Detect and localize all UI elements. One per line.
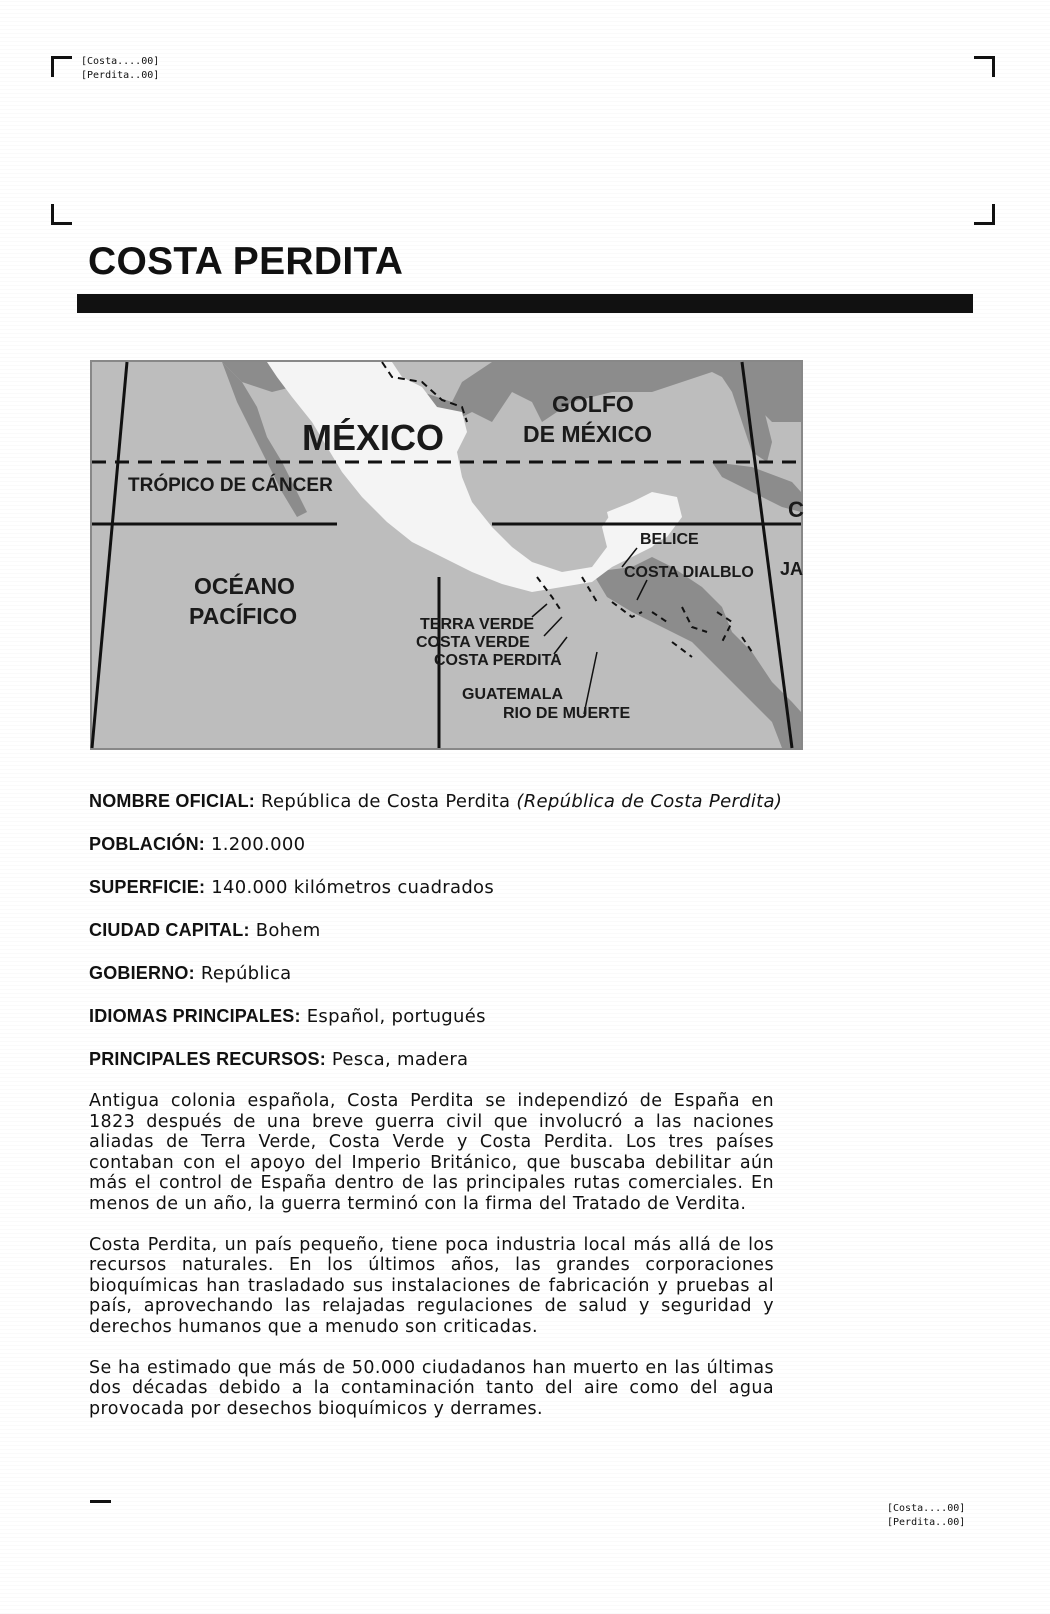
fact-key: POBLACIÓN: [89,834,205,854]
crop-mark-top-left [51,56,72,77]
page-title: COSTA PERDITA [88,240,404,283]
map-label-costa-verde: COSTA VERDE [416,634,530,651]
map-label-rio-de-muerte: RIO DE MUERTE [503,705,631,722]
map-label-edge-ja: JA [780,559,804,579]
fact-value: Bohem [255,920,321,941]
map-svg [92,362,804,748]
map-grid-vertical-left [92,362,127,748]
map-label-oceano-1: OCÉANO [194,573,295,599]
paragraph-contamination: Se ha estimado que más de 50.000 ciudadanos han muerto en las últimas dos décadas debido a la contaminación tanto del aire como del agua provocada por desechos bioquímicos y derrames. [89,1357,774,1419]
country-facts [89,790,849,1439]
paragraph-industry: Costa Perdita, un país pequeño, tiene poca industria local más allá de los recursos naturales. En los últimos años, las grandes corporaciones bioquímicas han trasladado sus instalaciones de fabricación y pruebas al país, aprovechando las relajadas regulaciones de salud y seguridad y derechos humanos que a menudo son criticadas. [89,1234,774,1337]
crop-mark-top-right [974,56,995,77]
region-map [90,360,803,750]
fact-government [89,962,849,985]
map-label-mexico: MÉXICO [302,417,445,458]
map-label-golfo-2: DE MÉXICO [523,421,653,447]
title-rule [77,294,973,313]
fact-key: GOBIERNO: [89,963,195,983]
fact-key: NOMBRE OFICIAL: [89,791,255,811]
fact-key: IDIOMAS PRINCIPALES: [89,1006,301,1026]
footer-tag-line-1: [Costa....00] [887,1503,966,1514]
header-tag [81,55,159,83]
fact-capital [89,919,849,942]
map-label-guatemala: GUATEMALA [462,686,564,703]
fact-value: República [200,963,292,984]
fact-area [89,876,849,899]
fact-resources [89,1048,849,1071]
fact-note: (República de Costa Perdita) [516,791,783,812]
map-label-costa-perdita: COSTA PERDITA [434,652,562,669]
footer-dash [90,1500,111,1503]
fact-population [89,833,849,856]
map-label-terra-verde: TERRA VERDE [420,616,535,633]
fact-key: CIUDAD CAPITAL: [89,920,250,940]
fact-value: República de Costa Perdita [261,791,511,812]
fact-value: Pesca, madera [331,1049,469,1070]
fact-official-name [89,790,849,813]
map-label-edge-c: C [788,497,804,522]
footer-tag [887,1502,965,1530]
header-tag-line-1: [Costa....00] [81,56,160,67]
fact-value: 140.000 kilómetros cuadrados [211,877,495,898]
map-label-golfo-1: GOLFO [552,391,634,417]
fact-value: Español, portugués [306,1006,486,1027]
map-label-oceano-2: PACÍFICO [189,603,298,629]
map-label-costa-dialblo: COSTA DIALBLO [624,564,754,581]
fact-key: PRINCIPALES RECURSOS: [89,1049,326,1069]
fact-key: SUPERFICIE: [89,877,206,897]
footer-tag-line-2: [Perdita..00] [887,1517,966,1528]
paragraph-history: Antigua colonia española, Costa Perdita se independizó de España en 1823 después de una breve guerra civil que involucró a las naciones aliadas de Terra Verde, Costa Verde y Costa Perdita. Los tres países contaban con el apoyo del Imperio Británico, que buscaba debilitar aún más el control de España dentro de las principales rutas comerciales. En menos de un año, la guerra terminó con la firma del Tratado de Verdita. [89,1091,774,1214]
map-label-tropico: TRÓPICO DE CÁNCER [128,475,333,496]
map-label-belice: BELICE [640,531,699,548]
fact-value: 1.200.000 [211,834,306,855]
crop-mark-bottom-left [51,204,72,225]
fact-languages [89,1005,849,1028]
crop-mark-bottom-right [974,204,995,225]
header-tag-line-2: [Perdita..00] [81,70,160,81]
